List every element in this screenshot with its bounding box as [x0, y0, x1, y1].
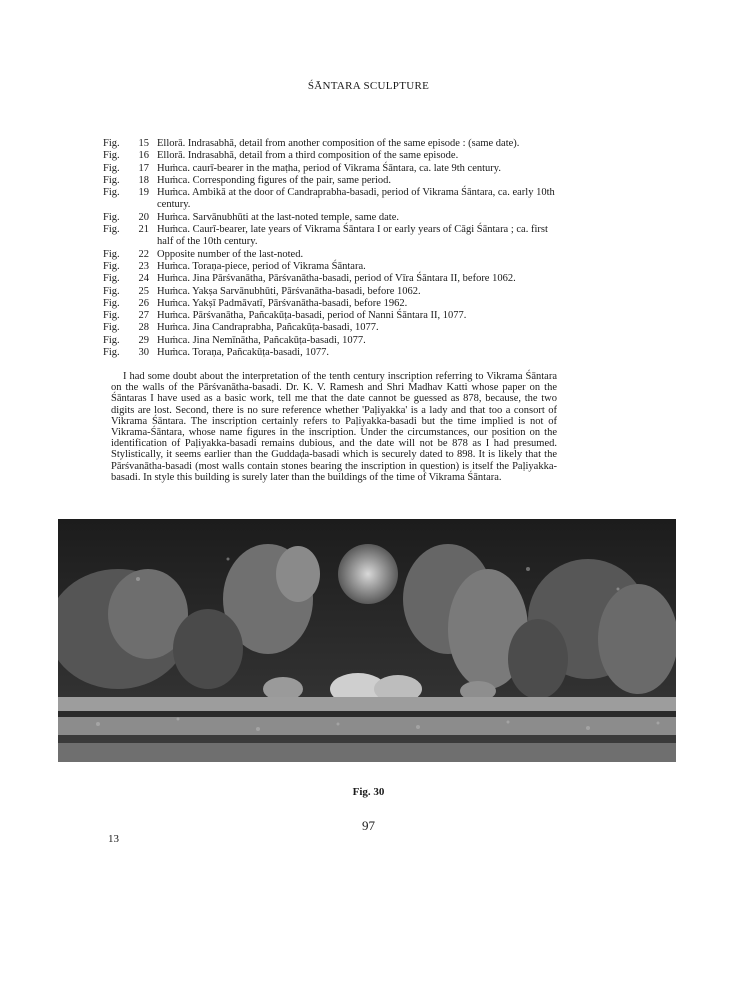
figure-description: Opposite number of the last-noted.: [157, 248, 304, 260]
figure-label: Fig.: [103, 248, 120, 260]
figure-label: Fig.: [103, 260, 120, 272]
figure-label: Fig.: [103, 150, 120, 162]
figure-label: Fig.: [103, 297, 120, 309]
figure-entry: [103, 175, 563, 187]
figure-label: Fig.: [103, 187, 120, 199]
body-paragraph: [111, 371, 557, 483]
figure-label: Fig.: [103, 138, 120, 149]
figure-label: Fig.: [103, 211, 120, 223]
figure-description: Huṁca. Ambikā at the door of Candraprabha-basadi, period of Vikrama Śāntara, ca. early 10th century.: [157, 187, 555, 211]
figure-entry: [103, 347, 563, 359]
figure-description: Huṁca. Jina Pārśvanātha, Pārśvanātha-basadi, period of Vīra Śāntara II, before 1062.: [157, 273, 516, 285]
figure-number: 24: [138, 273, 149, 285]
figure-entry: [103, 310, 563, 322]
figure-label: Fig.: [103, 334, 120, 346]
figure-number: 18: [138, 174, 149, 186]
figure-number: 21: [138, 224, 149, 236]
figure-entry: [103, 163, 563, 175]
figure-number: 23: [138, 260, 149, 272]
figure-label: Fig.: [103, 347, 120, 359]
figure-label: Fig.: [103, 310, 120, 322]
figure-number: 15: [138, 138, 149, 149]
figure-entry: [103, 335, 563, 347]
figure-description: Huṁca. Corresponding figures of the pair, same period.: [157, 174, 392, 186]
figure-number: 30: [138, 347, 149, 359]
figure-description: Huṁca. Sarvānubhūti at the last-noted temple, same date.: [157, 211, 400, 223]
figure-description: Huṁca. Toraṇa, Pañcakūṭa-basadi, 1077.: [157, 347, 329, 359]
figure-entry: [103, 187, 563, 212]
figure-entry: [103, 273, 563, 285]
figure-number: 22: [138, 248, 149, 260]
signature-mark: 13: [108, 833, 119, 845]
figure-description: Huṁca. Pārśvanātha, Pañcakūṭa-basadi, period of Nanni Śāntara II, 1077.: [157, 310, 467, 322]
figure-description: Huṁca. Jina Candraprabha, Pañcakūṭa-basadi, 1077.: [157, 322, 379, 334]
figure-description: Huṁca. caurī-bearer in the maṭha, period of Vikrama Śāntara, ca. late 9th century.: [157, 162, 501, 174]
figure-entry: [103, 261, 563, 273]
figure-label: Fig.: [103, 273, 120, 285]
page-number: 97: [362, 818, 375, 833]
figure-number: 20: [138, 211, 149, 223]
figure-description: Ellorā. Indrasabhā, detail from another composition of the same episode : (same date).: [157, 138, 520, 149]
figure-entry: [103, 212, 563, 224]
figure-description: Huṁca. Caurī-bearer, late years of Vikrama Śāntara I or early years of Cāgi Śāntara ; ca. first half of the 10th century.: [157, 224, 548, 248]
figure-entry: [103, 322, 563, 334]
figure-description: Huṁca. Toraṇa-piece, period of Vikrama Śāntara.: [157, 260, 366, 272]
figure-number: 29: [138, 334, 149, 346]
figure-caption: Fig. 30: [352, 786, 385, 798]
figure-entry: [103, 249, 563, 261]
torana-photograph: [58, 519, 676, 762]
figure-label: Fig.: [103, 322, 120, 334]
figure-label: Fig.: [103, 285, 120, 297]
figure-entry: [103, 150, 563, 162]
figure-number: 16: [138, 150, 149, 162]
figure-list: [103, 138, 563, 359]
paragraph-text: I had some doubt about the interpretation of the tenth century inscription referring to Vikrama Śāntara on the walls of the Pārśvanātha-basadi. Dr. K. V. Ramesh and Shri Madhav Katti whose paper on the Śāntaras I have used as a basic work, tell me that the date cannot be guessed as 878, because, the two digits are lost. Second, there is no sure reference whether 'Paḷiyakka' is a lady and that too a consort of Vikrama Śāntara. The inscription certainly refers to Paḷiyakka-basadi but the time implied is not of Vikrama-Śāntara, whose name figures in the inscription. Under the circumstances, our position on the identification of Paḷiyakka-basadi remains dubious, and the date will not be 878 as I had presumed. Stylistically, it seems earlier than the Guddaḍa-basadi which is securely dated to 898. It is likely that the Pārśvanātha-basadi (most walls contain stones bearing the inscription in question) is itself the Paḷiyakka-basadi. In style this building is surely later than the buildings of the time of Vikrama Śāntara.: [111, 371, 557, 483]
figure-number: 26: [138, 297, 149, 309]
figure-number: 27: [138, 310, 149, 322]
figure-number: 17: [138, 162, 149, 174]
figure-number: 28: [138, 322, 149, 334]
figure-entry: [103, 298, 563, 310]
figure-label: Fig.: [103, 162, 120, 174]
figure-description: Huṁca. Jina Nemīnātha, Pañcakūṭa-basadi, 1077.: [157, 334, 366, 346]
figure-description: Huṁca. Yakṣī Padmāvatī, Pārśvanātha-basadi, before 1962.: [157, 297, 408, 309]
running-head: ŚĀNTARA SCULPTURE: [307, 80, 430, 92]
figure-entry: [103, 286, 563, 298]
figure-description: Huṁca. Yakṣa Sarvānubhūti, Pārśvanātha-basadi, before 1062.: [157, 285, 421, 297]
figure-label: Fig.: [103, 224, 120, 236]
figure-entry: [103, 224, 563, 249]
figure-entry: [103, 138, 563, 150]
figure-label: Fig.: [103, 174, 120, 186]
figure-description: Ellorā. Indrasabhā, detail from a third composition of the same episode.: [157, 150, 459, 162]
figure-number: 25: [138, 285, 149, 297]
figure-number: 19: [138, 187, 149, 199]
